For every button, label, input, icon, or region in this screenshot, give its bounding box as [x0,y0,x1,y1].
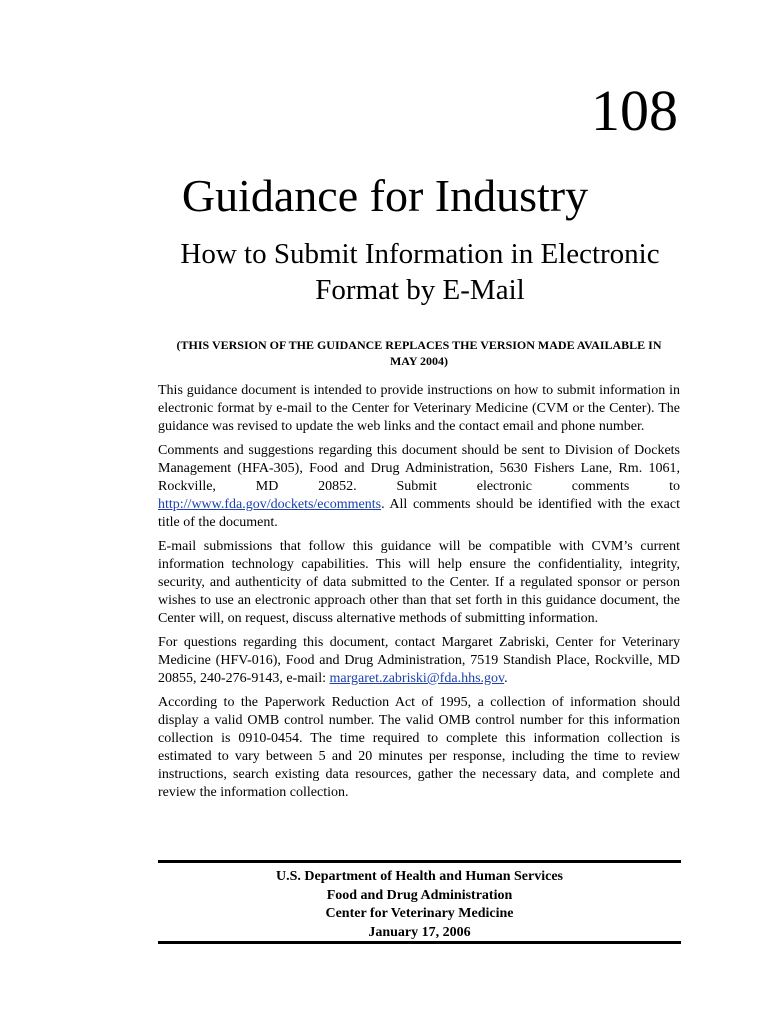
issuing-agency-block [158,868,681,942]
page-subtitle [140,236,700,308]
contact-email-link[interactable]: margaret.zabriski@fda.hhs.gov [329,671,505,686]
version-notice [158,337,680,369]
paragraph-compatibility: E-mail submissions that follow this guidance will be compatible with CVM’s current information technology capabilities. This will help ensure the confidentiality, integrity, security, and authenticity of data submitted to the Center. If a regulated sponsor or person wishes to use an electronic approach other than that set forth in this guidance document, the Center will, on request, discuss alternative methods of submitting information. [158,539,680,626]
notice-line-2: MAY 2004) [389,354,449,368]
page-title: Guidance for Industry [181,170,589,221]
divider-bottom [158,941,681,944]
paragraph-paperwork: According to the Paperwork Reduction Act of 1995, a collection of information should display a valid OMB control number. The valid OMB control number for this information collection is 0910-0454. The time required to complete this information collection is estimated to vary between 5 and 20 minutes per response, including the time to review instructions, search existing data resources, gather the necessary data, and complete and review the information collection. [158,695,680,800]
contact-text-end: . [504,671,508,686]
footer-date: January 17, 2006 [368,924,471,940]
document-number: 108 [591,78,678,143]
subtitle-line-2: Format by E-Mail [315,274,525,306]
footer-department: U.S. Department of Health and Human Services [276,869,563,884]
divider-top [158,860,681,863]
ecomments-link[interactable]: http://www.fda.gov/dockets/ecomments [158,497,382,512]
comments-text: Comments and suggestions regarding this document should be sent to Division of Dockets Management (HFA-305), Food and Drug Administration, 5630 Fishers Lane, Rm. 1061, Rockville, MD 20852. Submit electronic comments to [158,443,680,494]
notice-line-1: (THIS VERSION OF THE GUIDANCE REPLACES THE VERSION MADE AVAILABLE IN [176,338,662,352]
paragraph-comments [158,442,680,532]
subtitle-line-1: How to Submit Information in Electronic [180,238,660,270]
paragraph-contact [158,634,680,688]
document-body [158,382,680,808]
footer-agency: Food and Drug Administration [326,887,513,903]
contact-text: For questions regarding this document, contact Margaret Zabriski, Center for Veterinary Medicine (HFV-016), Food and Drug Administration, 7519 Standish Place, Rockville, MD 20855, 240-276-9143, e-mail: [158,635,680,686]
footer-center: Center for Veterinary Medicine [325,906,514,921]
comments-text-end: . All comments should be identified with the exact title of the document. [158,497,680,530]
paragraph-purpose: This guidance document is intended to provide instructions on how to submit information in electronic format by e-mail to the Center for Veterinary Medicine (CVM or the Center). The guidance was revised to update the web links and the contact email and phone number. [158,383,680,434]
